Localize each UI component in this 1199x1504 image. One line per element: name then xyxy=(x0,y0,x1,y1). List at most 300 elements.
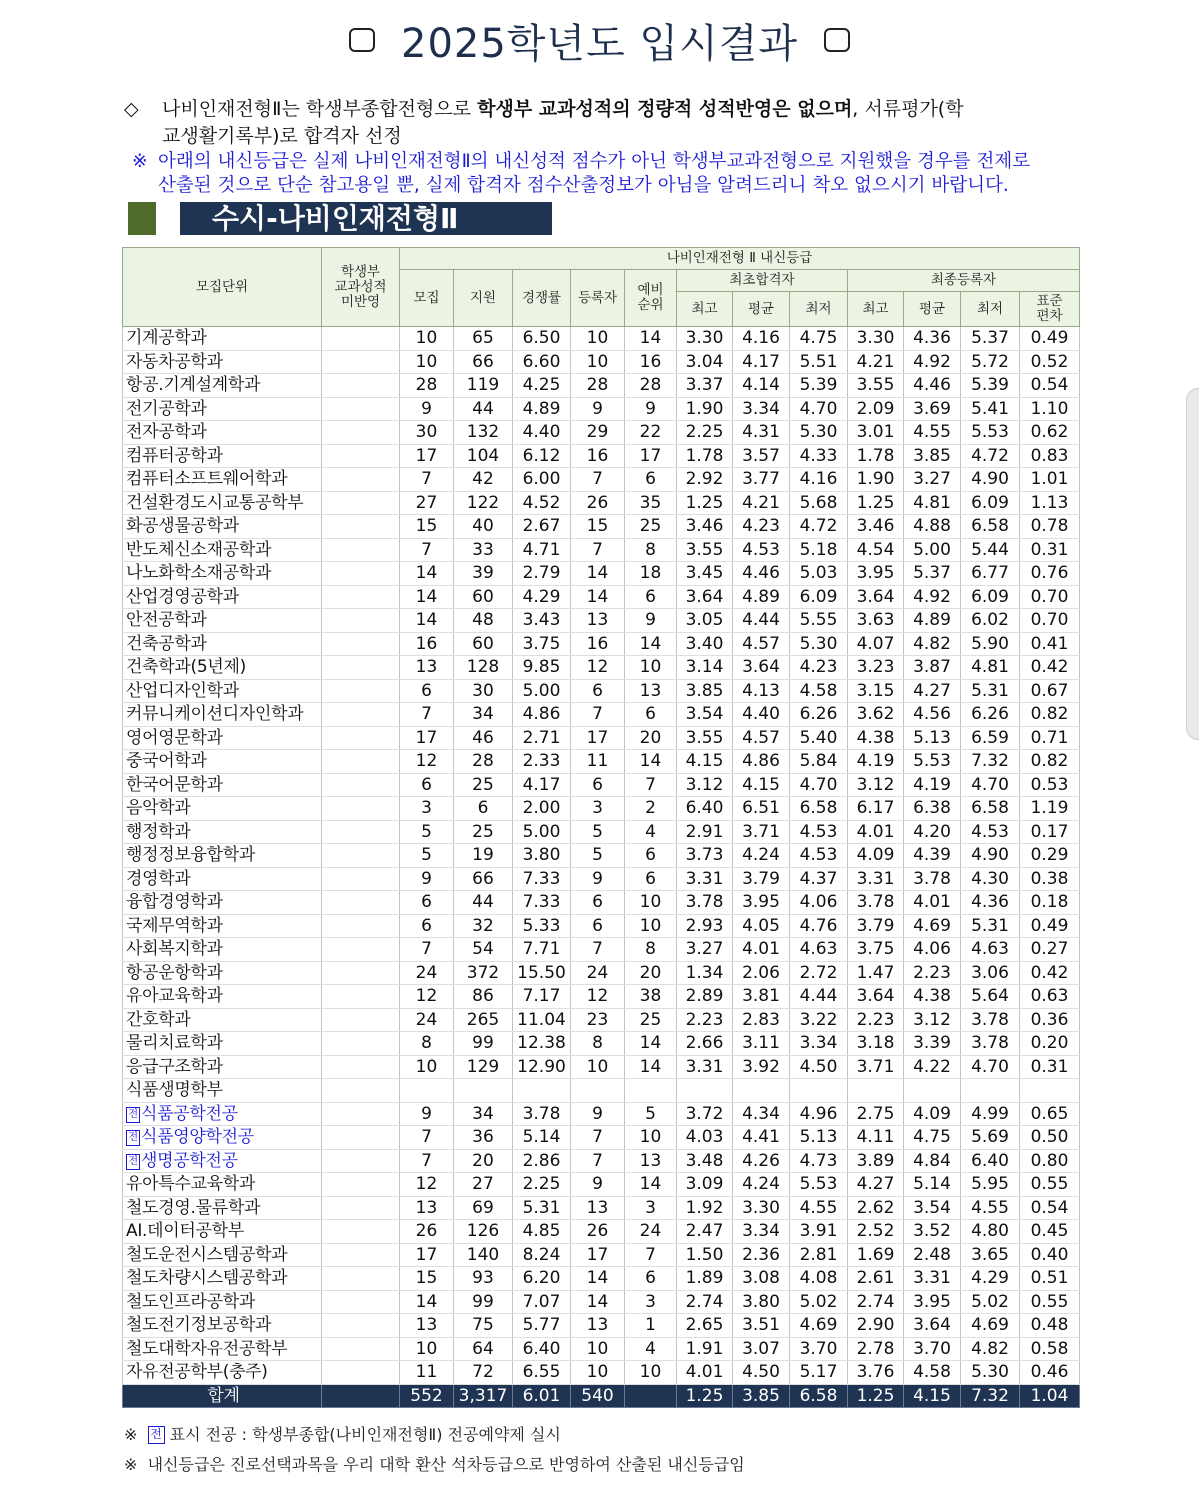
not-reflected-cell xyxy=(322,1173,400,1197)
value-cell: 2.62 xyxy=(848,1196,904,1220)
value-cell: 3.75 xyxy=(848,938,904,962)
value-cell: 0.54 xyxy=(1020,1196,1080,1220)
value-cell: 4.07 xyxy=(848,632,904,656)
value-cell: 1.25 xyxy=(848,1384,904,1407)
value-cell: 0.67 xyxy=(1020,679,1080,703)
value-cell: 5.14 xyxy=(513,1126,571,1150)
unit-name-cell: 전자공학과 xyxy=(123,421,322,445)
value-cell: 3.54 xyxy=(677,703,733,727)
value-cell: 28 xyxy=(625,374,677,398)
value-cell: 2.83 xyxy=(733,1008,790,1032)
value-cell: 0.31 xyxy=(1020,1055,1080,1079)
value-cell: 4.70 xyxy=(790,397,848,421)
unit-name-cell: 컴퓨터소프트웨어학과 xyxy=(123,468,322,492)
value-cell: 1.04 xyxy=(1020,1384,1080,1407)
table-row xyxy=(123,1055,1080,1079)
value-cell: 7 xyxy=(400,468,454,492)
value-cell: 12 xyxy=(400,985,454,1009)
value-cell: 5.72 xyxy=(961,350,1020,374)
value-cell: 5.18 xyxy=(790,538,848,562)
value-cell: 1.34 xyxy=(677,961,733,985)
value-cell: 5.02 xyxy=(790,1290,848,1314)
value-cell: 4.30 xyxy=(961,867,1020,891)
value-cell: 6.55 xyxy=(513,1361,571,1385)
value-cell: 8 xyxy=(400,1032,454,1056)
intro-block xyxy=(124,96,1084,198)
not-reflected-cell xyxy=(322,867,400,891)
edge-scroll-handle[interactable] xyxy=(1186,388,1199,740)
not-reflected-cell xyxy=(322,844,400,868)
value-cell: 4.14 xyxy=(733,374,790,398)
value-cell: 6.01 xyxy=(513,1384,571,1407)
value-cell: 126 xyxy=(454,1220,513,1244)
value-cell: 5.41 xyxy=(961,397,1020,421)
value-cell: 3 xyxy=(400,797,454,821)
value-cell: 0.20 xyxy=(1020,1032,1080,1056)
value-cell: 4.80 xyxy=(961,1220,1020,1244)
value-cell: 3.22 xyxy=(790,1008,848,1032)
value-cell: 3.37 xyxy=(677,374,733,398)
value-cell: 28 xyxy=(454,750,513,774)
value-cell: 3.76 xyxy=(848,1361,904,1385)
not-reflected-cell xyxy=(322,632,400,656)
value-cell: 10 xyxy=(571,350,625,374)
value-cell: 0.78 xyxy=(1020,515,1080,539)
value-cell: 11 xyxy=(400,1361,454,1385)
unit-name-cell: 건축학과(5년제) xyxy=(123,656,322,680)
value-cell: 3.64 xyxy=(677,585,733,609)
value-cell: 10 xyxy=(571,327,625,351)
value-cell: 7.32 xyxy=(961,750,1020,774)
value-cell: 34 xyxy=(454,1102,513,1126)
not-reflected-cell xyxy=(322,1102,400,1126)
value-cell: 16 xyxy=(625,350,677,374)
value-cell: 2.65 xyxy=(677,1314,733,1338)
value-cell: 1.19 xyxy=(1020,797,1080,821)
value-cell: 11 xyxy=(571,750,625,774)
value-cell: 10 xyxy=(571,1337,625,1361)
value-cell: 3.54 xyxy=(904,1196,961,1220)
value-cell: 3.57 xyxy=(733,444,790,468)
value-cell: 5.37 xyxy=(961,327,1020,351)
value-cell xyxy=(454,1079,513,1103)
value-cell: 24 xyxy=(625,1220,677,1244)
unit-name-cell: 영어영문학과 xyxy=(123,726,322,750)
table-row xyxy=(123,914,1080,938)
value-cell: 0.63 xyxy=(1020,985,1080,1009)
value-cell: 2.52 xyxy=(848,1220,904,1244)
value-cell: 3.78 xyxy=(961,1032,1020,1056)
value-cell: 3 xyxy=(625,1196,677,1220)
not-reflected-cell xyxy=(322,1055,400,1079)
value-cell: 132 xyxy=(454,421,513,445)
table-row xyxy=(123,1126,1080,1150)
value-cell: 4.76 xyxy=(790,914,848,938)
not-reflected-cell xyxy=(322,421,400,445)
value-cell: 4.25 xyxy=(513,374,571,398)
value-cell: 42 xyxy=(454,468,513,492)
value-cell: 3.34 xyxy=(790,1032,848,1056)
diamond-icon: ◇ xyxy=(124,98,139,120)
value-cell: 6.40 xyxy=(961,1149,1020,1173)
value-cell: 3.81 xyxy=(733,985,790,1009)
value-cell: 3.85 xyxy=(733,1384,790,1407)
value-cell: 4.29 xyxy=(961,1267,1020,1291)
table-row xyxy=(123,609,1080,633)
value-cell: 4.06 xyxy=(904,938,961,962)
unit-name-cell: AI.데이터공학부 xyxy=(123,1220,322,1244)
value-cell: 10 xyxy=(625,914,677,938)
value-cell: 0.82 xyxy=(1020,703,1080,727)
value-cell: 5.40 xyxy=(790,726,848,750)
value-cell: 4.38 xyxy=(904,985,961,1009)
value-cell: 6.20 xyxy=(513,1267,571,1291)
value-cell: 8 xyxy=(625,938,677,962)
value-cell: 9 xyxy=(625,609,677,633)
value-cell: 5.14 xyxy=(904,1173,961,1197)
value-cell: 119 xyxy=(454,374,513,398)
header-not-reflected: 학생부 교과성적 미반영 xyxy=(322,248,400,327)
value-cell: 9 xyxy=(571,867,625,891)
value-cell: 16 xyxy=(400,632,454,656)
value-cell: 0.38 xyxy=(1020,867,1080,891)
header-initial-worst: 최저 xyxy=(790,292,848,327)
value-cell: 0.65 xyxy=(1020,1102,1080,1126)
value-cell: 22 xyxy=(625,421,677,445)
not-reflected-cell xyxy=(322,750,400,774)
value-cell: 3.46 xyxy=(677,515,733,539)
value-cell: 6 xyxy=(625,1267,677,1291)
value-cell: 3.45 xyxy=(677,562,733,586)
value-cell: 3.95 xyxy=(904,1290,961,1314)
footnote-1: ※ 전 표시 전공 : 학생부종합(나비인재전형Ⅱ) 전공예약제 실시 xyxy=(124,1425,561,1444)
unit-name-cell: 전 식품공학전공 xyxy=(123,1102,322,1126)
value-cell: 2.67 xyxy=(513,515,571,539)
footnote-2: ※ 내신등급은 진로선택과목을 우리 대학 환산 석차등급으로 반영하여 산출된 내신등급임 xyxy=(124,1455,745,1474)
value-cell: 3.70 xyxy=(790,1337,848,1361)
value-cell: 4.58 xyxy=(904,1361,961,1385)
table-row xyxy=(123,585,1080,609)
value-cell: 2.86 xyxy=(513,1149,571,1173)
value-cell xyxy=(1020,1079,1080,1103)
not-reflected-cell xyxy=(322,891,400,915)
value-cell: 65 xyxy=(454,327,513,351)
value-cell: 66 xyxy=(454,867,513,891)
value-cell: 0.45 xyxy=(1020,1220,1080,1244)
not-reflected-cell xyxy=(322,515,400,539)
value-cell: 0.40 xyxy=(1020,1243,1080,1267)
value-cell: 6.60 xyxy=(513,350,571,374)
value-cell: 14 xyxy=(571,562,625,586)
value-cell: 0.83 xyxy=(1020,444,1080,468)
value-cell: 4 xyxy=(625,1337,677,1361)
value-cell: 7 xyxy=(625,773,677,797)
value-cell: 0.70 xyxy=(1020,609,1080,633)
value-cell: 3.30 xyxy=(733,1196,790,1220)
value-cell: 6.02 xyxy=(961,609,1020,633)
value-cell xyxy=(571,1079,625,1103)
table-row xyxy=(123,444,1080,468)
value-cell: 4.81 xyxy=(961,656,1020,680)
header-stdev: 표준 편차 xyxy=(1020,292,1080,327)
value-cell: 6.38 xyxy=(904,797,961,821)
value-cell: 2.90 xyxy=(848,1314,904,1338)
value-cell: 3.91 xyxy=(790,1220,848,1244)
value-cell: 0.46 xyxy=(1020,1361,1080,1385)
value-cell: 0.82 xyxy=(1020,750,1080,774)
value-cell: 2.71 xyxy=(513,726,571,750)
value-cell: 27 xyxy=(454,1173,513,1197)
value-cell: 6 xyxy=(400,891,454,915)
value-cell: 1 xyxy=(625,1314,677,1338)
value-cell: 7 xyxy=(571,538,625,562)
value-cell: 93 xyxy=(454,1267,513,1291)
not-reflected-cell xyxy=(322,1384,400,1407)
value-cell: 4.24 xyxy=(733,844,790,868)
value-cell xyxy=(625,1384,677,1407)
unit-name-cell: 전 식품영양학전공 xyxy=(123,1126,322,1150)
value-cell: 7 xyxy=(571,468,625,492)
value-cell: 36 xyxy=(454,1126,513,1150)
value-cell: 0.54 xyxy=(1020,374,1080,398)
value-cell: 14 xyxy=(571,1267,625,1291)
value-cell: 2.74 xyxy=(848,1290,904,1314)
value-cell: 2.36 xyxy=(733,1243,790,1267)
value-cell: 5 xyxy=(571,844,625,868)
value-cell: 34 xyxy=(454,703,513,727)
value-cell: 4.89 xyxy=(904,609,961,633)
value-cell: 3.04 xyxy=(677,350,733,374)
value-cell: 1.90 xyxy=(848,468,904,492)
value-cell: 129 xyxy=(454,1055,513,1079)
value-cell: 4.72 xyxy=(790,515,848,539)
value-cell: 14 xyxy=(571,585,625,609)
value-cell: 4.15 xyxy=(904,1384,961,1407)
page-title-row xyxy=(0,12,1199,68)
header-final-worst: 최저 xyxy=(961,292,1020,327)
intro-bold-text: 학생부 교과성적의 정량적 성적반영은 없으며 xyxy=(477,98,853,120)
value-cell: 4.38 xyxy=(848,726,904,750)
value-cell: 5 xyxy=(571,820,625,844)
value-cell: 35 xyxy=(625,491,677,515)
table-row xyxy=(123,726,1080,750)
table-row xyxy=(123,703,1080,727)
value-cell: 1.47 xyxy=(848,961,904,985)
value-cell: 3.34 xyxy=(733,397,790,421)
value-cell: 15 xyxy=(400,515,454,539)
value-cell: 6 xyxy=(625,703,677,727)
value-cell: 4.54 xyxy=(848,538,904,562)
value-cell: 15 xyxy=(400,1267,454,1291)
value-cell: 17 xyxy=(571,1243,625,1267)
value-cell: 3.64 xyxy=(848,985,904,1009)
value-cell: 4.58 xyxy=(790,679,848,703)
value-cell: 4.19 xyxy=(848,750,904,774)
value-cell: 1.90 xyxy=(677,397,733,421)
value-cell: 3.23 xyxy=(848,656,904,680)
value-cell: 5.03 xyxy=(790,562,848,586)
value-cell: 104 xyxy=(454,444,513,468)
value-cell: 2.66 xyxy=(677,1032,733,1056)
value-cell: 9 xyxy=(400,397,454,421)
value-cell: 3.34 xyxy=(733,1220,790,1244)
not-reflected-cell xyxy=(322,938,400,962)
not-reflected-cell xyxy=(322,1314,400,1338)
value-cell: 2.74 xyxy=(677,1290,733,1314)
value-cell: 3 xyxy=(571,797,625,821)
unit-name-cell: 건설환경도시교통공학부 xyxy=(123,491,322,515)
unit-name-cell: 간호학과 xyxy=(123,1008,322,1032)
value-cell: 5.64 xyxy=(961,985,1020,1009)
not-reflected-cell xyxy=(322,1267,400,1291)
value-cell: 4.21 xyxy=(733,491,790,515)
value-cell: 12 xyxy=(400,1173,454,1197)
value-cell: 14 xyxy=(625,1055,677,1079)
value-cell: 5.69 xyxy=(961,1126,1020,1150)
unit-name-cell: 철도운전시스템공학과 xyxy=(123,1243,322,1267)
value-cell: 5 xyxy=(400,820,454,844)
not-reflected-cell xyxy=(322,985,400,1009)
value-cell: 4.84 xyxy=(904,1149,961,1173)
value-cell: 4.70 xyxy=(790,773,848,797)
value-cell: 8 xyxy=(625,538,677,562)
value-cell: 3.55 xyxy=(677,538,733,562)
value-cell: 5.53 xyxy=(961,421,1020,445)
value-cell: 3.89 xyxy=(848,1149,904,1173)
value-cell: 3.95 xyxy=(848,562,904,586)
unit-name-cell: 건축공학과 xyxy=(123,632,322,656)
value-cell: 6.12 xyxy=(513,444,571,468)
value-cell: 14 xyxy=(571,1290,625,1314)
value-cell: 33 xyxy=(454,538,513,562)
not-reflected-cell xyxy=(322,1243,400,1267)
value-cell: 4.36 xyxy=(904,327,961,351)
value-cell: 3.79 xyxy=(848,914,904,938)
value-cell: 2.33 xyxy=(513,750,571,774)
not-reflected-cell xyxy=(322,1337,400,1361)
value-cell: 4.16 xyxy=(733,327,790,351)
not-reflected-cell xyxy=(322,1220,400,1244)
value-cell: 3.63 xyxy=(848,609,904,633)
value-cell: 1.89 xyxy=(677,1267,733,1291)
square-outline-icon xyxy=(349,28,375,52)
table-row xyxy=(123,656,1080,680)
value-cell: 4.90 xyxy=(961,468,1020,492)
value-cell: 4.86 xyxy=(733,750,790,774)
value-cell: 6 xyxy=(625,468,677,492)
value-cell: 2.06 xyxy=(733,961,790,985)
value-cell: 4.37 xyxy=(790,867,848,891)
value-cell: 30 xyxy=(454,679,513,703)
header-apply: 지원 xyxy=(454,270,513,327)
value-cell: 12 xyxy=(400,750,454,774)
value-cell: 24 xyxy=(571,961,625,985)
not-reflected-cell xyxy=(322,656,400,680)
value-cell: 28 xyxy=(571,374,625,398)
value-cell: 6 xyxy=(625,585,677,609)
value-cell: 28 xyxy=(400,374,454,398)
section-square-icon xyxy=(128,202,156,235)
value-cell: 7 xyxy=(571,938,625,962)
table-row xyxy=(123,1173,1080,1197)
value-cell: 3.31 xyxy=(677,867,733,891)
value-cell: 3.71 xyxy=(733,820,790,844)
header-ratio: 경쟁률 xyxy=(513,270,571,327)
value-cell: 27 xyxy=(400,491,454,515)
value-cell: 4.90 xyxy=(961,844,1020,868)
value-cell: 6.09 xyxy=(961,491,1020,515)
value-cell: 6 xyxy=(400,773,454,797)
header-final-avg: 평균 xyxy=(904,292,961,327)
value-cell: 6 xyxy=(454,797,513,821)
major-badge-icon: 전 xyxy=(126,1130,140,1146)
value-cell: 3.78 xyxy=(677,891,733,915)
value-cell: 3.78 xyxy=(904,867,961,891)
not-reflected-cell xyxy=(322,1290,400,1314)
value-cell: 14 xyxy=(400,562,454,586)
value-cell: 13 xyxy=(571,609,625,633)
not-reflected-cell xyxy=(322,726,400,750)
value-cell: 0.51 xyxy=(1020,1267,1080,1291)
table-row xyxy=(123,350,1080,374)
value-cell: 5.00 xyxy=(904,538,961,562)
value-cell: 5.13 xyxy=(790,1126,848,1150)
value-cell: 7 xyxy=(571,1149,625,1173)
value-cell: 60 xyxy=(454,632,513,656)
value-cell: 17 xyxy=(400,726,454,750)
value-cell: 3.92 xyxy=(733,1055,790,1079)
value-cell: 4.69 xyxy=(790,1314,848,1338)
not-reflected-cell xyxy=(322,444,400,468)
value-cell: 4.08 xyxy=(790,1267,848,1291)
value-cell: 4.89 xyxy=(733,585,790,609)
value-cell: 30 xyxy=(400,421,454,445)
value-cell: 25 xyxy=(454,773,513,797)
header-final: 최종등록자 xyxy=(848,270,1080,292)
value-cell: 5.84 xyxy=(790,750,848,774)
section-header xyxy=(128,201,552,236)
value-cell: 6 xyxy=(571,914,625,938)
unit-name-cell: 식품생명학부 xyxy=(123,1079,322,1103)
value-cell: 44 xyxy=(454,397,513,421)
value-cell: 4.53 xyxy=(961,820,1020,844)
value-cell: 3.12 xyxy=(904,1008,961,1032)
value-cell: 6 xyxy=(625,867,677,891)
table-row xyxy=(123,891,1080,915)
not-reflected-cell xyxy=(322,397,400,421)
table-row xyxy=(123,374,1080,398)
value-cell: 2.81 xyxy=(790,1243,848,1267)
value-cell: 4.86 xyxy=(513,703,571,727)
value-cell: 4.73 xyxy=(790,1149,848,1173)
value-cell xyxy=(790,1079,848,1103)
value-cell: 13 xyxy=(571,1314,625,1338)
value-cell: 7 xyxy=(571,703,625,727)
value-cell: 7.33 xyxy=(513,891,571,915)
value-cell: 6.00 xyxy=(513,468,571,492)
value-cell: 5.55 xyxy=(790,609,848,633)
value-cell: 4.31 xyxy=(733,421,790,445)
not-reflected-cell xyxy=(322,609,400,633)
table-row xyxy=(123,538,1080,562)
value-cell: 4.53 xyxy=(790,820,848,844)
value-cell: 2.23 xyxy=(677,1008,733,1032)
unit-name-cell: 행정정보융합학과 xyxy=(123,844,322,868)
value-cell: 3.09 xyxy=(677,1173,733,1197)
value-cell: 1.50 xyxy=(677,1243,733,1267)
value-cell: 4.50 xyxy=(790,1055,848,1079)
value-cell: 6.26 xyxy=(961,703,1020,727)
